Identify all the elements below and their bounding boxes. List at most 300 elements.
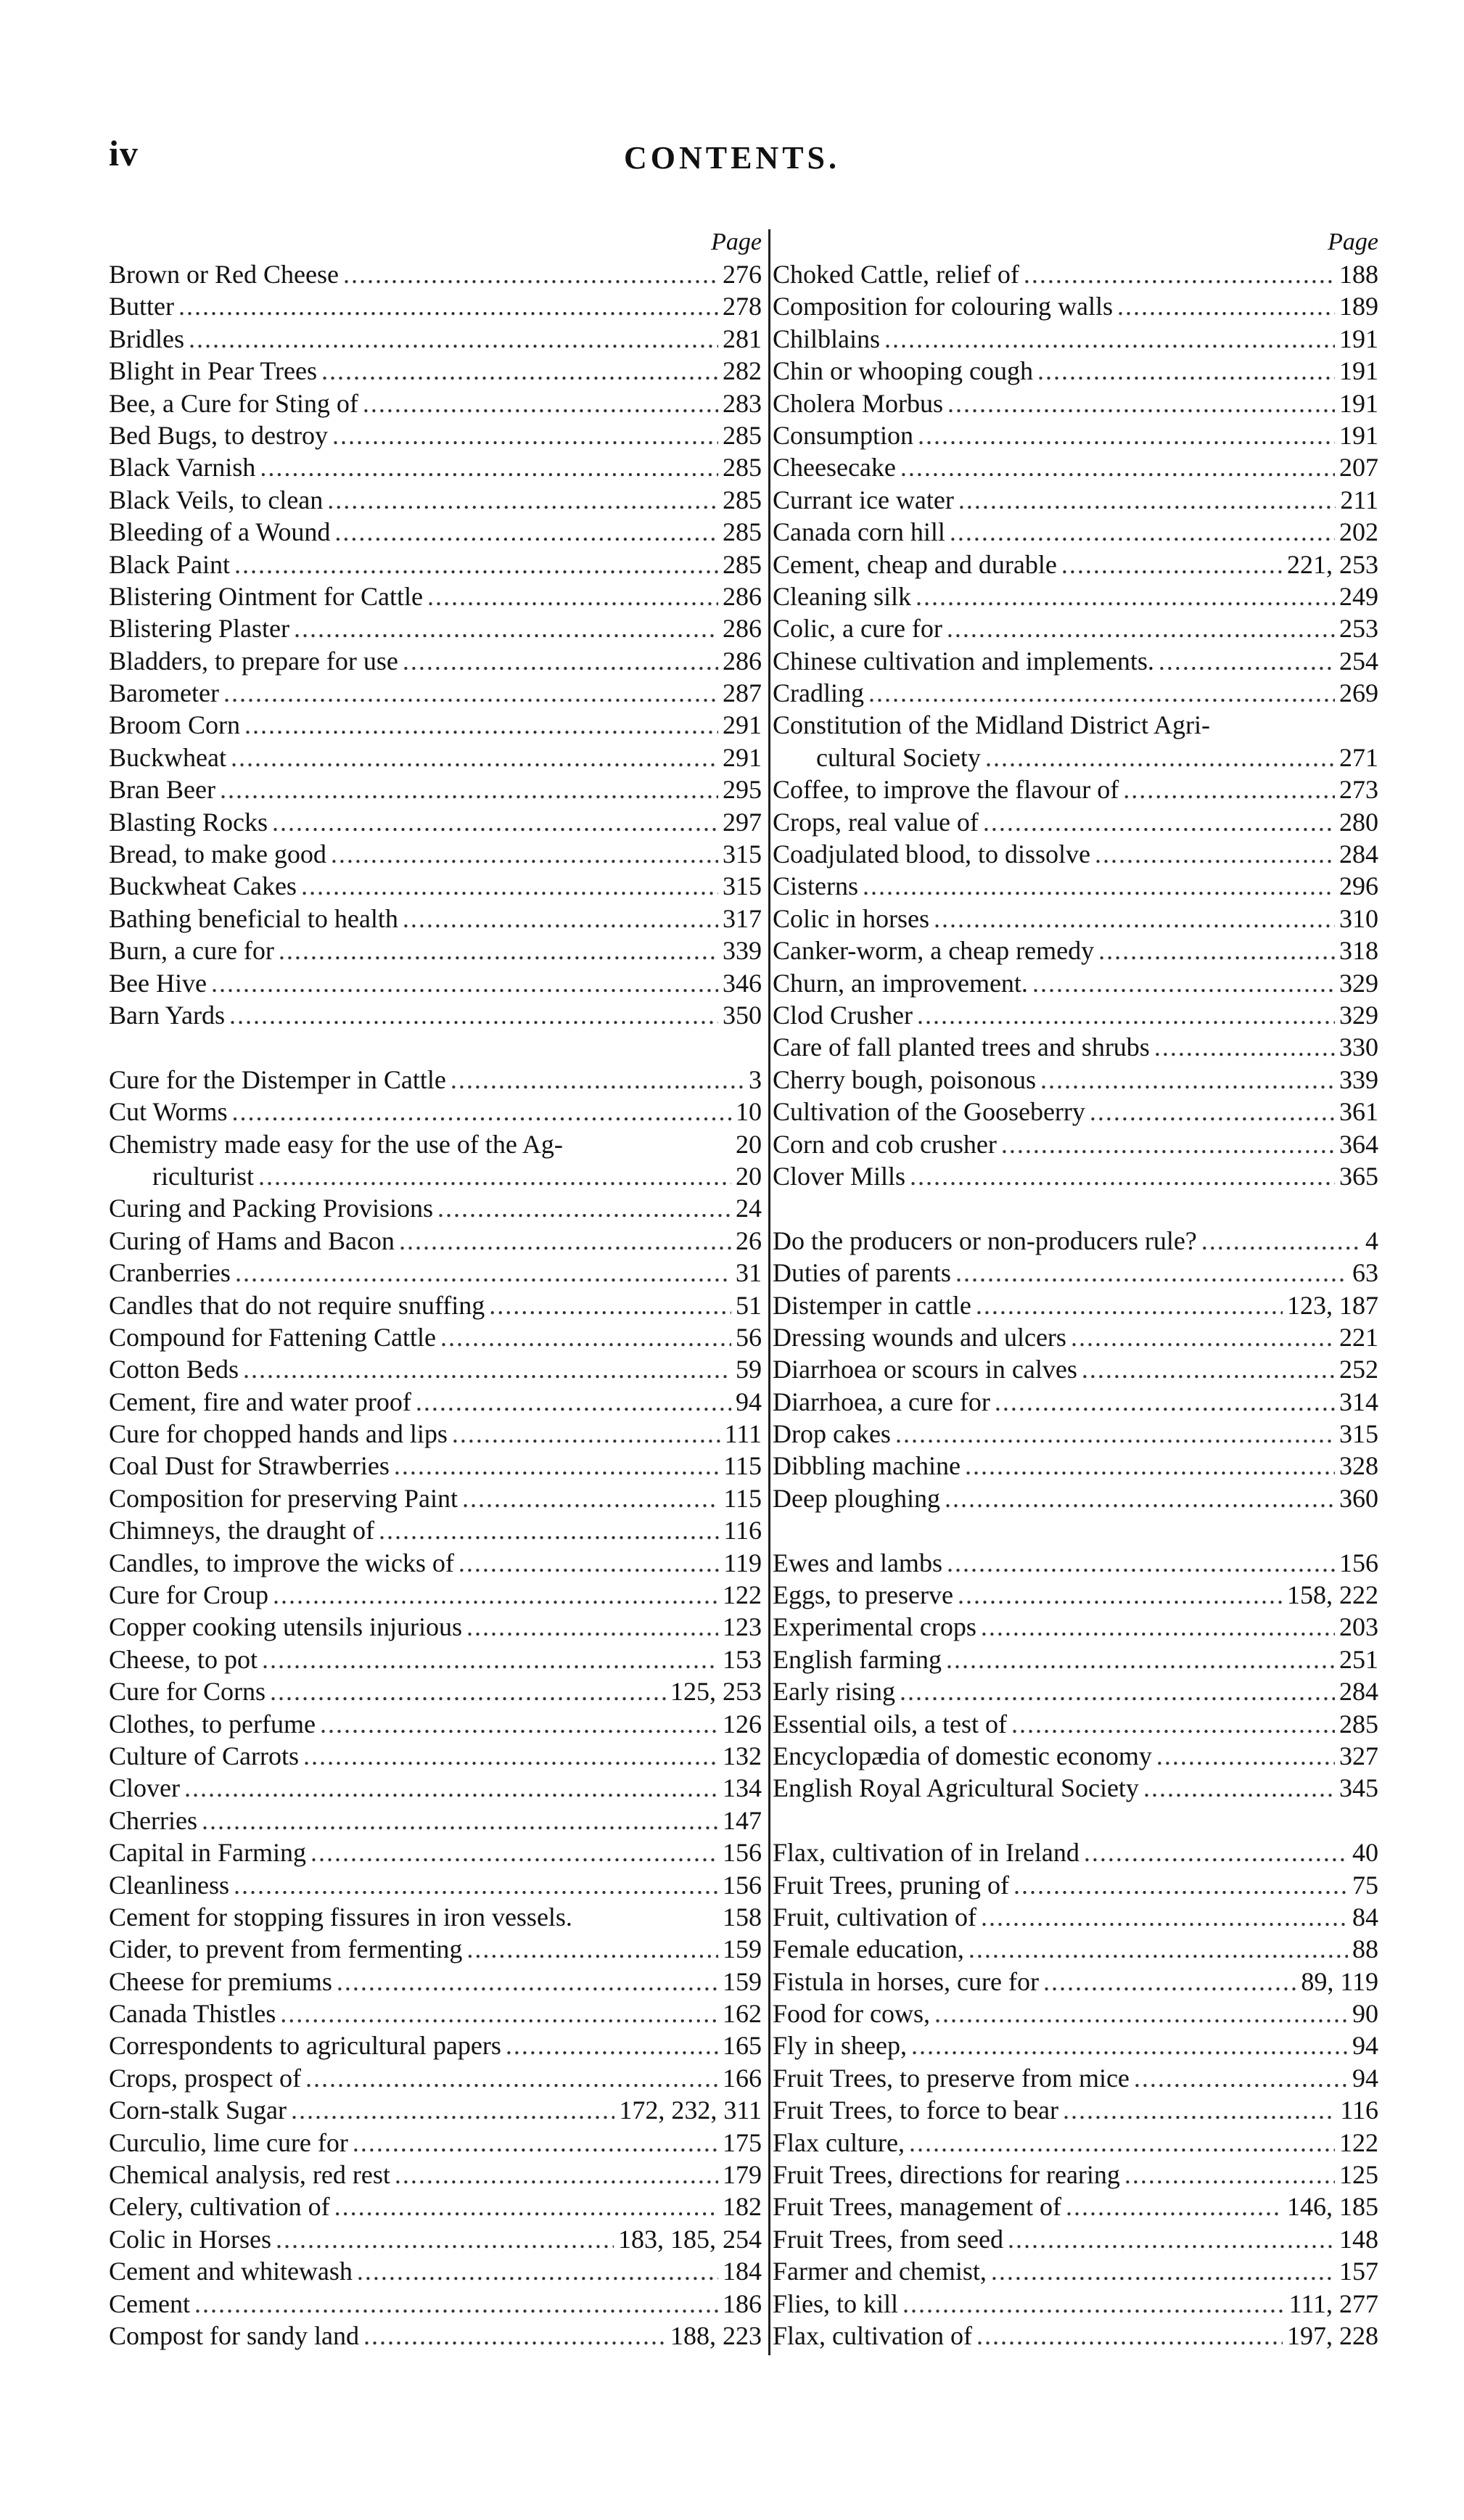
index-entry [109,2127,762,2159]
entry-page-number: 284 [1339,840,1378,869]
entry-page-number: 281 [723,324,762,353]
dot-leader [178,290,718,322]
contents-column-left [109,226,762,2352]
entry-title: Colic in horses [773,903,929,933]
entry-title: Choked Cattle, relief of [773,260,1019,289]
entry-title: Crops, real value of [773,807,979,837]
dot-leader [320,1708,718,1740]
entry-page-number: 361 [1339,1097,1378,1127]
entry-title: Drop cakes [773,1419,891,1449]
entry-title: Cholera Morbus [773,388,943,418]
index-entry [773,1772,1378,1804]
dot-leader [934,1998,1348,2029]
index-entry [773,2029,1378,2061]
entry-title: Bridles [109,324,184,353]
dot-leader [458,1547,719,1579]
index-entry [773,290,1378,322]
index-entry [773,1353,1378,1385]
entry-page-number: 179 [723,2160,762,2190]
entry-page-number: 188, 223 [670,2321,762,2350]
dot-leader [1011,1708,1335,1740]
index-entry [773,870,1378,902]
entry-title: Barometer [109,678,219,708]
dot-leader [916,580,1335,612]
index-entry [109,1096,762,1128]
dot-leader [202,1805,718,1836]
dot-leader [995,1386,1335,1418]
dot-leader [258,1160,731,1192]
entry-page-number: 339 [723,936,762,966]
entry-page-number: 166 [723,2063,762,2093]
index-entry [773,967,1378,999]
entry-page-number: 339 [1339,1064,1378,1094]
entry-page-number: 126 [723,1709,762,1739]
dot-leader [394,1450,719,1482]
entry-page-number: 172, 232, 311 [619,2096,762,2125]
dot-leader [244,709,718,741]
entry-page-number: 59 [736,1355,762,1384]
entry-title: Composition for preserving Paint [109,1483,458,1513]
entry-page-number: 283 [723,388,762,418]
index-entry [773,323,1378,355]
entry-page-number: 132 [723,1741,762,1770]
entry-page-number: 350 [723,1000,762,1030]
dot-leader [958,1579,1283,1611]
entry-page-number: 115 [723,1451,762,1481]
entry-title: Flax, cultivation of in Ireland [773,1838,1080,1868]
entry-page-number: 165 [723,2031,762,2061]
dot-leader [262,1643,718,1675]
entry-title: Distemper in cattle [773,1290,971,1320]
dot-leader [981,1611,1335,1643]
entry-title: Compost for sandy land [109,2321,359,2350]
entry-title: Cement for stopping fissures in iron vessels. [109,1902,572,1932]
dot-leader [950,516,1335,548]
index-entry [773,742,1378,773]
entry-title: Curing of Hams and Bacon [109,1226,395,1255]
dot-leader [863,870,1335,902]
entry-title: Eggs, to preserve [773,1580,953,1610]
index-entry [773,935,1378,966]
index-entry [773,677,1378,709]
index-entry [109,1064,762,1096]
entry-page-number: 115 [723,1483,762,1513]
entry-page-number: 271 [1339,742,1378,772]
dot-leader [1134,2062,1348,2094]
entry-page-number: 122 [1339,2127,1378,2157]
dot-leader [334,516,718,548]
dot-leader [1040,1064,1335,1096]
entry-title: Cheese, to pot [109,1644,258,1674]
entry-page-number: 365 [1339,1161,1378,1191]
index-entry [109,2159,762,2191]
dot-leader [965,1450,1335,1482]
dot-leader [1066,2191,1283,2223]
dot-leader [1098,935,1335,966]
entry-page-number: 315 [723,871,762,901]
entry-title: Chilblains [773,324,881,353]
dot-leader [1154,1031,1335,1063]
dot-leader [294,612,718,644]
dot-leader [363,2320,666,2352]
dot-leader [357,2255,718,2287]
index-entry [773,2223,1378,2255]
dot-leader [211,967,718,999]
entry-title: Cement and whitewash [109,2257,353,2286]
entry-page-number: 186 [723,2289,762,2318]
entry-title: Cherries [109,1805,197,1835]
dot-leader [311,1836,718,1868]
entry-title: Broom Corn [109,710,241,740]
page-column-label: Page [711,229,762,255]
entry-title: Cradling [773,678,864,708]
entry-title: Cement, fire and water proof [109,1387,411,1416]
index-entry [109,806,762,838]
index-entry [773,484,1378,516]
entry-title: Canker-worm, a cheap remedy [773,936,1095,966]
dot-leader [231,1096,731,1128]
dot-leader [243,1353,731,1385]
dot-leader [220,773,718,805]
entry-page-number: 254 [1339,646,1378,676]
contents-column-right [773,226,1378,2352]
entry-title: Candles that do not require snuffing [109,1290,485,1320]
dot-leader [337,1966,718,1998]
dot-leader [902,2288,1285,2320]
entry-title: Candles, to improve the wicks of [109,1548,454,1577]
dot-leader [506,2029,718,2061]
section-gap [773,1192,1378,1224]
index-entry [109,677,762,709]
index-entry [109,258,762,290]
index-entry [773,2191,1378,2223]
entry-title: Bed Bugs, to destroy [109,420,328,450]
entry-page-number: 280 [1339,807,1378,837]
dot-leader [1156,1740,1335,1772]
entry-title: Early rising [773,1677,895,1707]
dot-leader [909,2127,1335,2159]
entry-page-number: 197, 228 [1287,2321,1378,2350]
page-folio: iv [109,133,139,173]
index-entry [109,870,762,902]
entry-title: cultural Society [816,742,981,772]
entry-title: Duties of parents [773,1258,951,1288]
entry-title: Blight in Pear Trees [109,356,318,386]
entry-title: Chemical analysis, red rest [109,2160,390,2190]
entry-page-number: 134 [723,1773,762,1803]
entry-page-number: 26 [736,1226,762,1255]
index-entry [773,1386,1378,1418]
entry-page-number: 175 [723,2127,762,2157]
dot-leader [1061,549,1283,580]
entry-page-number: 287 [723,678,762,708]
entry-title: Clod Crusher [773,1000,913,1030]
index-entry [773,258,1378,290]
entry-page-number: 364 [1339,1129,1378,1159]
index-entry [773,1998,1378,2029]
dot-leader [1043,1966,1296,1998]
dot-leader [1095,838,1335,870]
entry-page-number: 296 [1339,871,1378,901]
index-entry [773,773,1378,805]
entry-title: Cure for chopped hands and lips [109,1419,448,1449]
entry-page-number: 125 [1339,2160,1378,2190]
index-entry [109,1321,762,1353]
entry-page-number: 291 [723,742,762,772]
entry-list-right [773,258,1378,2352]
index-entry [109,2288,762,2320]
entry-title: Cisterns [773,871,859,901]
index-entry [773,1643,1378,1675]
entry-title: Fly in sheep, [773,2031,907,2061]
dot-leader [395,2159,718,2191]
dot-leader [884,323,1335,355]
index-entry [773,645,1378,677]
entry-title: Coal Dust for Strawberries [109,1451,390,1481]
dot-leader [466,1611,718,1643]
index-entry [109,1547,762,1579]
entry-title: Female education, [773,1934,964,1964]
dot-leader [462,1482,719,1514]
entry-page-number: 158 [723,1902,762,1932]
entry-page-number: 125, 253 [670,1677,762,1707]
dot-leader [981,1901,1348,1933]
entry-page-number: 191 [1339,420,1378,450]
index-entry [773,1836,1378,1868]
entry-title: Clothes, to perfume [109,1709,316,1739]
index-entry [773,1869,1378,1901]
index-entry [773,1418,1378,1450]
entry-title: Clover Mills [773,1161,906,1191]
entry-title: Brown or Red Cheese [109,260,339,289]
entry-page-number: 63 [1352,1258,1378,1288]
index-entry [109,1257,762,1289]
index-entry [109,387,762,419]
entry-page-number: 285 [723,420,762,450]
dot-leader [918,419,1335,451]
entry-title: Cranberries [109,1258,231,1288]
entry-title: Coffee, to improve the flavour of [773,775,1119,805]
index-entry [773,1289,1378,1321]
dot-leader [1008,2223,1335,2255]
index-entry [109,1966,762,1998]
dot-leader [985,742,1335,773]
entry-page-number: 111, 277 [1288,2289,1378,2318]
entry-page-number: 156 [1339,1548,1378,1577]
entry-page-number: 157 [1339,2257,1378,2286]
index-entry [109,2062,762,2094]
index-entry [773,1257,1378,1289]
entry-page-number: 147 [723,1805,762,1835]
dot-leader [270,1675,666,1707]
index-entry [773,838,1378,870]
index-entry [773,419,1378,451]
dot-leader [976,1289,1283,1321]
entry-page-number: 251 [1339,1644,1378,1674]
index-entry [109,903,762,935]
index-entry [109,1418,762,1450]
entry-page-number: 119 [723,1548,762,1577]
index-entry [773,387,1378,419]
dot-leader [1143,1772,1335,1804]
index-entry [109,1643,762,1675]
entry-title: Fistula in horses, cure for [773,1966,1039,1996]
index-entry [109,2223,762,2255]
entry-title: English Royal Agricultural Society [773,1773,1139,1803]
index-entry [109,2029,762,2061]
dot-leader [900,451,1335,483]
index-entry [109,1289,762,1321]
index-entry [109,484,762,516]
entry-title: Food for cows, [773,1999,930,2029]
entry-page-number: 330 [1339,1033,1378,1062]
entry-title: Currant ice water [773,485,954,514]
entry-page-number: 203 [1339,1612,1378,1642]
entry-page-number: 310 [1339,903,1378,933]
entry-page-number: 297 [723,807,762,837]
index-entry [773,2320,1378,2352]
index-entry [109,451,762,483]
entry-title: Barn Yards [109,1000,226,1030]
dot-leader [452,1418,720,1450]
entry-page-number: 285 [723,517,762,547]
entry-page-number: 4 [1365,1226,1378,1255]
index-entry [773,1450,1378,1482]
index-entry [109,419,762,451]
index-entry [773,1160,1378,1192]
entry-title: Cleaning silk [773,581,911,611]
entry-title: Canada corn hill [773,517,945,547]
entry-title: Farmer and chemist, [773,2257,987,2286]
entry-title: Copper cooking utensils injurious [109,1612,462,1642]
entry-title: Cherry bough, poisonous [773,1064,1036,1094]
index-entry [109,1998,762,2029]
entry-page-number: 329 [1339,1000,1378,1030]
entry-title: Clover [109,1773,180,1803]
dot-leader [900,1675,1335,1707]
dot-leader [466,1933,718,1965]
dot-leader [273,1579,718,1611]
entry-title: Flies, to kill [773,2289,899,2318]
entry-page-number: 40 [1352,1838,1378,1868]
index-entry [773,806,1378,838]
entry-title: Bran Beer [109,775,215,805]
entry-page-number: 31 [736,1258,762,1288]
entry-page-number: 116 [1340,2096,1378,2125]
index-entry [109,1708,762,1740]
index-entry [109,1579,762,1611]
entry-title: Cotton Beds [109,1355,239,1384]
dot-leader [332,419,718,451]
entry-page-number: 159 [723,1934,762,1964]
entry-title: Fruit, cultivation of [773,1902,976,1932]
index-entry [773,1933,1378,1965]
index-entry [109,612,762,644]
entry-title: Care of fall planted trees and shrubs [773,1033,1150,1062]
entry-title: Blistering Plaster [109,614,289,644]
entry-page-number: 90 [1352,1999,1378,2029]
entry-title: Fruit Trees, to force to bear [773,2096,1058,2125]
dot-leader [945,1482,1335,1514]
entry-page-number: 156 [723,1870,762,1900]
entry-title: Flax, cultivation of [773,2321,972,2350]
dot-leader [1082,1353,1335,1385]
entry-title: Buckwheat [109,742,226,772]
index-entry [109,1386,762,1418]
index-entry [109,1450,762,1482]
dot-leader [1090,1096,1335,1128]
entry-page-number: 56 [736,1322,762,1352]
entry-title: Fruit Trees, management of [773,2192,1061,2222]
page-title: CONTENTS. [623,140,841,176]
entry-title: Essential oils, a test of [773,1709,1007,1739]
entry-page-number: 24 [736,1194,762,1223]
dot-leader [1037,355,1335,387]
index-entry [773,1740,1378,1772]
index-entry [109,1128,762,1160]
dot-leader [279,935,718,966]
dot-leader [229,999,718,1031]
dot-leader [334,2191,718,2223]
index-entry [109,709,762,741]
dot-leader [403,903,718,935]
entry-title: Cure for Corns [109,1677,266,1707]
dot-leader [272,806,718,838]
entry-page-number: 286 [723,581,762,611]
dot-leader [947,387,1335,419]
entry-page-number: 285 [723,485,762,514]
entry-title: Chinese cultivation and implements. [773,646,1154,676]
entry-title: Butter [109,292,174,321]
index-entry [109,1611,762,1643]
entry-title: Blistering Ointment for Cattle [109,581,423,611]
index-entry [773,1901,1378,1933]
entry-title: Chimneys, the draught of [109,1516,374,1546]
entry-title: Encyclopædia of domestic economy [773,1741,1152,1770]
entry-page-number: 315 [723,840,762,869]
entry-page-number: 146, 185 [1287,2192,1378,2222]
index-entry [773,1966,1378,1998]
entry-title: Crops, prospect of [109,2063,301,2093]
index-entry [773,2062,1378,2094]
entry-page-number: 162 [723,1999,762,2029]
dot-leader [234,1869,718,1901]
dot-leader [946,1643,1335,1675]
entry-page-number: 189 [1339,292,1378,321]
index-entry [109,516,762,548]
entry-page-number: 318 [1339,936,1378,966]
entry-page-number: 94 [1352,2063,1378,2093]
dot-leader [947,612,1335,644]
entry-title: Black Varnish [109,453,256,483]
entry-page-number: 284 [1339,1677,1378,1707]
dot-leader [363,387,718,419]
entry-title: Black Veils, to clean [109,485,324,514]
entry-page-number: 221, 253 [1287,549,1378,579]
index-entry [109,1482,762,1514]
entry-page-number: 329 [1339,968,1378,998]
dot-leader [1024,258,1335,290]
index-entry [773,2127,1378,2159]
dot-leader [184,1772,718,1804]
entry-title: Cure for the Distemper in Cattle [109,1064,446,1094]
entry-title: Cheese for premiums [109,1966,332,1996]
dot-leader [1201,1225,1361,1257]
index-entry [109,1160,762,1192]
entry-title: Churn, an improvement. [773,968,1028,998]
dot-leader [489,1289,731,1321]
entry-title: Black Paint [109,549,230,579]
